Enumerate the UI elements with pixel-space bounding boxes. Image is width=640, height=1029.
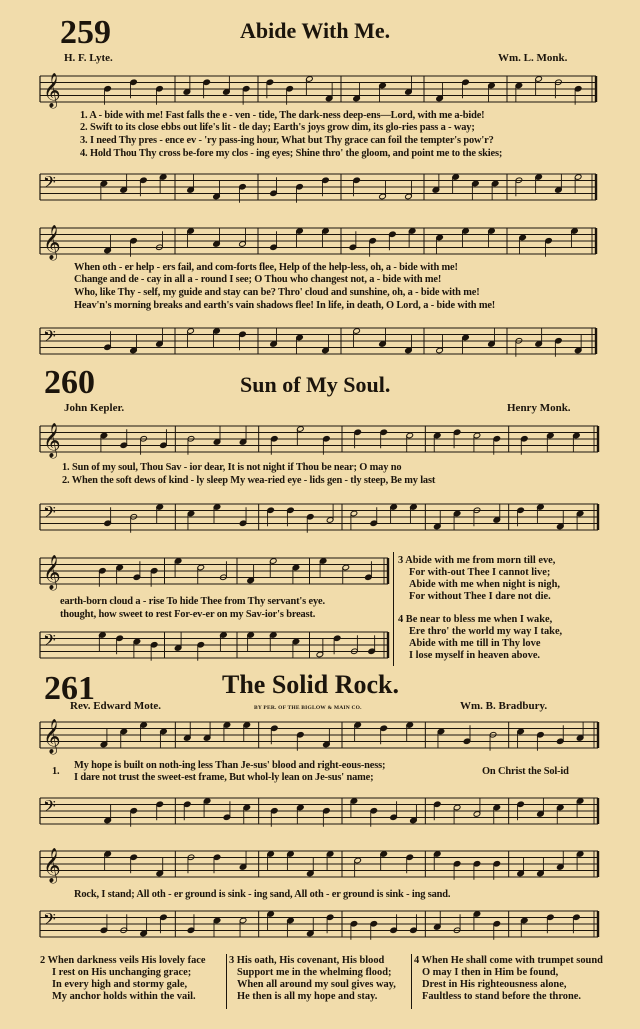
hymn-title: The Solid Rock.	[222, 670, 399, 699]
svg-text:𝄞: 𝄞	[43, 225, 61, 260]
stanza-line: 4 When He shall come with trumpet sound	[414, 955, 603, 966]
hymn-composer: Henry Monk.	[507, 402, 571, 414]
lyric-line: 1. A - bide with me! Fast falls the e - ven - tide, The dark-ness deep-ens—Lord, with me a-bide!	[80, 110, 485, 121]
bass-staff	[0, 792, 640, 832]
stanza-line: He then is all my hope and stay.	[237, 991, 378, 1002]
svg-text:𝄢: 𝄢	[43, 909, 56, 933]
stanza-line: 3 His oath, His covenant, His blood	[229, 955, 385, 966]
stanza-line: 3 Abide with me from morn till eve,	[398, 555, 556, 566]
column-divider	[393, 552, 394, 666]
hymn-composer: Wm. B. Bradbury.	[460, 700, 548, 712]
svg-text:𝄞: 𝄞	[43, 848, 61, 883]
lyric-line: 2. When the soft dews of kind - ly sleep My wea-ried eye - lids gen - tly steep, Be my last	[62, 475, 436, 486]
stanza-line: I lose myself in heaven above.	[409, 650, 541, 661]
hymn-author: John Kepler.	[64, 402, 125, 414]
treble-staff	[0, 222, 640, 262]
hymn-number: 261	[44, 670, 95, 707]
lyric-line: Heav'n's morning breaks and earth's vain shadows flee! In life, in death, O Lord, a - bide with me!	[74, 300, 496, 311]
hymn-number: 259	[60, 14, 111, 51]
stanza-line: Abide with me till in Thy love	[409, 638, 541, 649]
hymn-composer: Wm. L. Monk.	[498, 52, 568, 64]
stanza-line: O may I then in Him be found,	[422, 967, 559, 978]
hymn-title: Sun of My Soul.	[240, 372, 391, 397]
hymn-author: H. F. Lyte.	[64, 52, 113, 64]
stanza-line: Faultless to stand before the throne.	[422, 991, 581, 1002]
svg-text:𝄞: 𝄞	[43, 423, 61, 458]
stanza-line: For with-out Thee I cannot live;	[409, 567, 551, 578]
bass-staff	[0, 168, 640, 208]
lyric-line: Who, like Thy - self, my guide and stay can be? Thro' cloud and sunshine, oh, a - bide with me!	[74, 287, 480, 298]
lyric-line: I dare not trust the sweet-est frame, But whol-ly lean on Je-sus' name;	[74, 772, 374, 783]
treble-staff	[0, 845, 640, 885]
lyric-line: When oth - er help - ers fail, and com-forts flee, Help of the help-less, oh, a - bide with me!	[74, 262, 458, 273]
stanza-line: 4 Be near to bless me when I wake,	[398, 614, 553, 625]
copyright-notice: BY PER. OF THE BIGLOW & MAIN CO.	[254, 705, 362, 711]
treble-staff	[0, 70, 640, 110]
stanza-line: Support me in the whelming flood;	[237, 967, 392, 978]
bass-staff	[0, 905, 640, 945]
svg-text:𝄢: 𝄢	[43, 326, 56, 350]
stanza-line: 2 When darkness veils His lovely face	[40, 955, 206, 966]
stanza-line: My anchor holds within the vail.	[52, 991, 196, 1002]
hymn-title: Abide With Me.	[240, 18, 391, 43]
lyric-line: My hope is built on noth-ing less Than Je-sus' blood and right-eous-ness;	[74, 760, 386, 771]
treble-staff	[0, 420, 640, 460]
bass-staff	[0, 498, 640, 538]
lyric-line: 1. Sun of my soul, Thou Sav - ior dear, It is not night if Thou be near; O may no	[62, 462, 402, 473]
svg-text:𝄢: 𝄢	[43, 630, 56, 654]
stanza-block	[414, 955, 603, 1003]
lyric-line: 2. Swift to its close ebbs out life's lit - tle day; Earth's joys grow dim, its glo-ries pass a - way;	[80, 122, 475, 133]
stanza-line: Drest in His righteousness alone,	[422, 979, 567, 990]
lyric-line: Rock, I stand; All oth - er ground is sink - ing sand, All oth - er ground is sink - ing sand.	[74, 889, 451, 900]
stanza-block	[40, 955, 205, 1003]
lyric-line: Change and de - cay in all a - round I see; O Thou who changest not, a - bide with me!	[74, 274, 442, 285]
stanza-block	[398, 555, 560, 603]
svg-text:𝄢: 𝄢	[43, 502, 56, 526]
svg-text:𝄞: 𝄞	[43, 555, 61, 590]
stanza-line: In every high and stormy gale,	[52, 979, 188, 990]
hymn-author: Rev. Edward Mote.	[70, 700, 162, 712]
refrain-start: On Christ the Sol-id	[482, 766, 569, 777]
stanza-line: When all around my soul gives way,	[237, 979, 396, 990]
column-divider	[411, 954, 412, 1009]
stanza-block	[229, 955, 396, 1003]
treble-staff	[0, 716, 640, 756]
stanza-line: I rest on His unchanging grace;	[52, 967, 192, 978]
stanza-block	[398, 614, 562, 662]
lyric-line: earth-born cloud a - rise To hide Thee from Thy servant's eye.	[60, 596, 325, 607]
hymn-number: 260	[44, 364, 95, 401]
stanza-line: Ere thro' the world my way I take,	[409, 626, 563, 637]
svg-text:𝄢: 𝄢	[43, 796, 56, 820]
svg-text:𝄞: 𝄞	[43, 73, 61, 108]
stanza-line: For without Thee I dare not die.	[409, 591, 551, 602]
lyric-line: 4. Hold Thou Thy cross be-fore my clos - ing eyes; Shine thro' the gloom, and point me to the skies;	[80, 148, 503, 159]
lyric-line: 3. I need Thy pres - ence ev - 'ry pass-ing hour, What but Thy grace can foil the tempter's pow'r?	[80, 135, 494, 146]
column-divider	[226, 954, 227, 1009]
verse-number: 1.	[52, 766, 60, 777]
svg-text:𝄞: 𝄞	[43, 719, 61, 754]
lyric-line: thought, how sweet to rest For-ev-er on my Sav-ior's breast.	[60, 609, 316, 620]
stanza-line: Abide with me when night is nigh,	[409, 579, 560, 590]
svg-text:𝄢: 𝄢	[43, 172, 56, 196]
bass-staff	[0, 322, 640, 362]
